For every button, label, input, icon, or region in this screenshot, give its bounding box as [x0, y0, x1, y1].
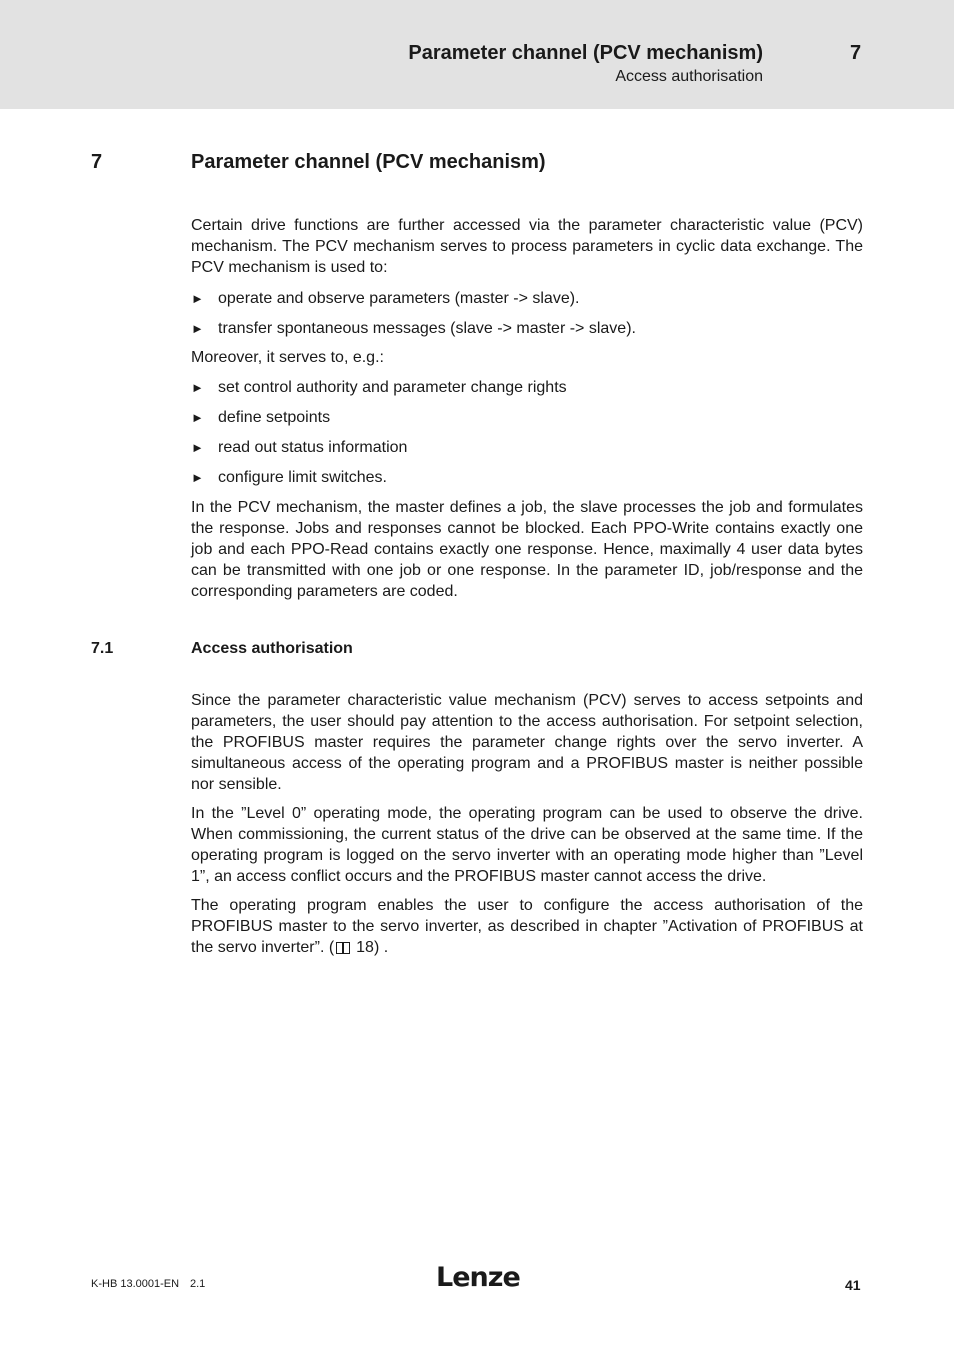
bullet-icon: ► [191, 380, 204, 395]
list-item: ► set control authority and parameter change rights [191, 379, 567, 396]
moreover-text: Moreover, it serves to, e.g.: [191, 349, 384, 366]
header-subtitle: Access authorisation [615, 68, 763, 85]
list-item: ► define setpoints [191, 409, 331, 426]
access-paragraph-3: The operating program enables the user to configure the access authorisation of the PROFIBUS master to the servo inverter, as described in chapter ”Activation of PROFIBUS at the servo inverter”. ( 18) . [191, 897, 863, 956]
header-chapter-number: 7 [850, 42, 862, 64]
bullet-icon: ► [191, 440, 204, 455]
page-header [0, 0, 954, 109]
footer-version: 2.1 [190, 1278, 206, 1290]
closing-paragraph: In the PCV mechanism, the master defines a job, the slave processes the job and formulates the response. Jobs and responses cannot be blocked. Each PPO-Write contains exactly one job and each PPO-Read contains exactly one response. Hence, maximally 4 user data bytes can be transmitted with one job or one response. In the parameter ID, job/response and the corresponding parameters are coded. [191, 499, 863, 600]
footer-doc-id: K-HB 13.0001-EN [91, 1278, 180, 1290]
book-reference-icon [336, 942, 350, 953]
intro-paragraph: Certain drive functions are further accessed via the parameter characteristic value (PCV) mechanism. The PCV mechanism serves to process parameters in cyclic data exchange. The PCV mechanism is used to: [191, 217, 863, 276]
bullet-icon: ► [191, 410, 204, 425]
list-item: ► transfer spontaneous messages (slave -> master -> slave). [191, 320, 636, 337]
bullet-icon: ► [191, 321, 204, 336]
list-item: ► operate and observe parameters (master -> slave). [191, 290, 580, 307]
section-number: 7 [91, 151, 103, 173]
list-item: ► read out status information [191, 439, 408, 456]
lenze-logo: Lenze [436, 1262, 520, 1293]
access-paragraph-2: In the ”Level 0” operating mode, the operating program can be used to observe the drive. When commissioning, the current status of the drive can be observed at the same time. If the operating program is logged on the servo inverter with an operating mode higher than ”Level 1”, an access conflict occurs and the PROFIBUS master cannot access the drive. [191, 805, 863, 885]
subsection-title: Access authorisation [191, 640, 353, 657]
header-title: Parameter channel (PCV mechanism) [408, 42, 763, 64]
access-paragraph-1: Since the parameter characteristic value mechanism (PCV) serves to access setpoints and parameters, the user should pay attention to the access authorisation. For setpoint selection, the PROFIBUS master requires the parameter change rights over the servo inverter. A simultaneous access of the operating program and a PROFIBUS master is neither possible nor sensible. [191, 692, 863, 793]
bullet-icon: ► [191, 470, 204, 485]
page-reference-link[interactable]: 18 [356, 939, 374, 956]
bullet-icon: ► [191, 291, 204, 306]
page-number: 41 [845, 1277, 861, 1293]
subsection-number: 7.1 [91, 640, 114, 657]
list-item: ► configure limit switches. [191, 469, 387, 486]
section-title: Parameter channel (PCV mechanism) [191, 151, 546, 173]
